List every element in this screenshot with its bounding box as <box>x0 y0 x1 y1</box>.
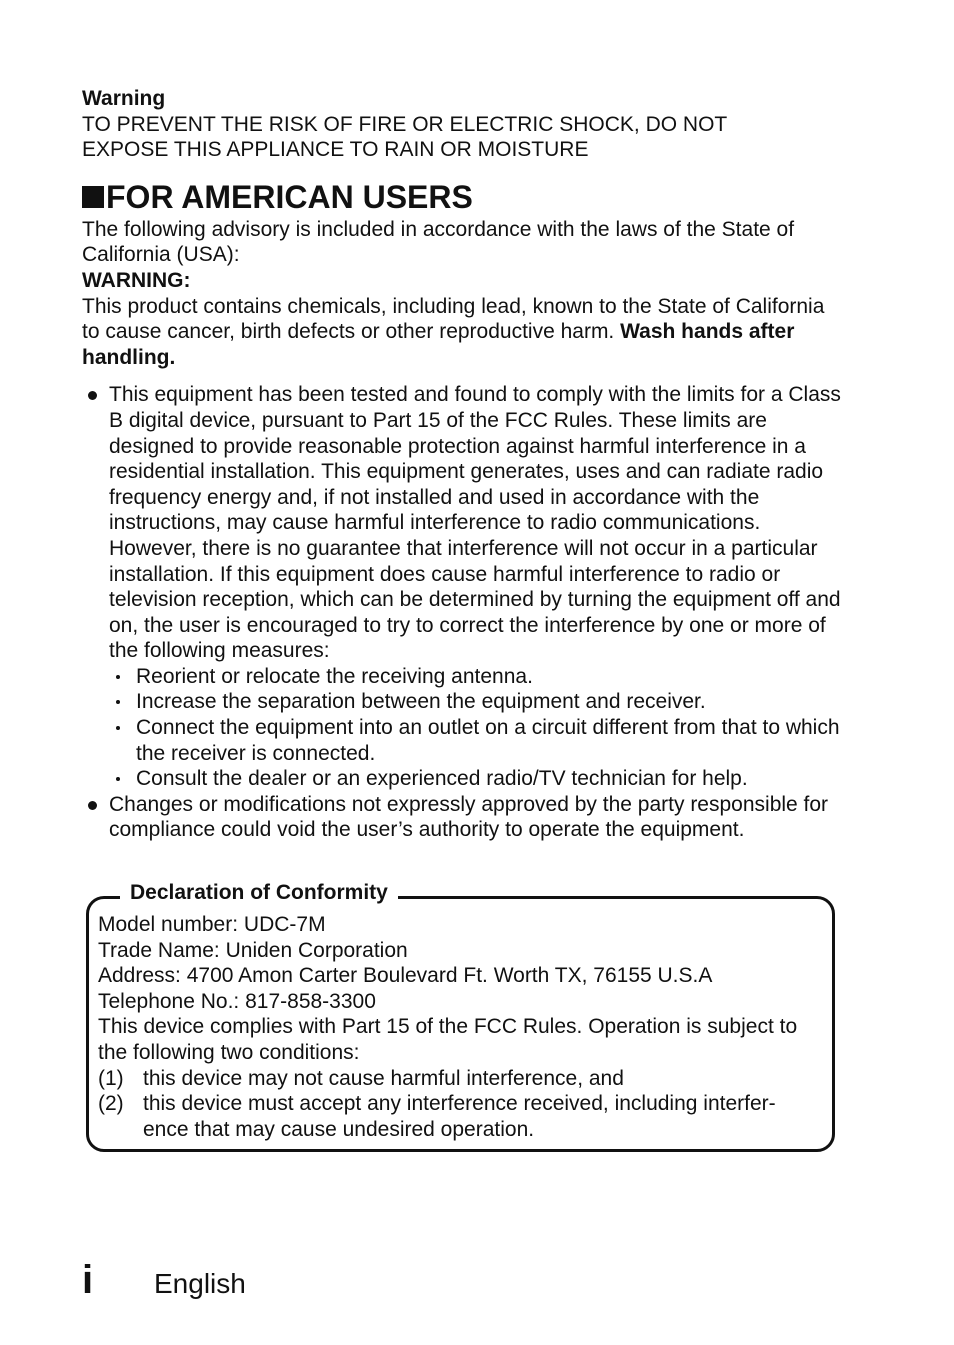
measure-text: Reorient or relocate the receiving antenna. <box>136 664 533 688</box>
telephone: Telephone No.: 817-858-3300 <box>98 989 376 1013</box>
condition-text: this device must accept any interference received, including interfer- ence that may cause undesired operation. <box>143 1092 776 1141</box>
condition-number: (2) <box>98 1092 124 1116</box>
warning-title: Warning <box>82 87 166 110</box>
fcc-bullet-item <box>82 792 842 843</box>
warning-line-2: EXPOSE THIS APPLIANCE TO RAIN OR MOISTURE <box>82 138 589 162</box>
trade-name: Trade Name: Uniden Corporation <box>98 938 408 962</box>
fcc-compliance-text: This equipment has been tested and found to comply with the limits for a Class B digital device, pursuant to Part 15 of the FCC Rules. These limits are designed to provide reasonable protection against harmful interference in a residential installation. This equipment generates, uses and can radiate radio frequency energy and, if not installed and used in accordance with the instructions, may cause harmful interference to radio communications. However, there is no guarantee that interference will not occur in a particular installation. If this equipment does cause harmful interference to radio or television reception, which can be determined by turning the equipment off and on, the user is encouraged to try to correct the interference by one or more of the following measures: <box>109 383 841 663</box>
advisory-text: The following advisory is included in accordance with the laws of the State of California (USA): <box>82 217 795 267</box>
fcc-bullet-list <box>82 382 842 843</box>
measure-item <box>109 715 842 766</box>
model-number: Model number: UDC-7M <box>98 913 326 936</box>
fcc-bullet-item <box>82 382 842 792</box>
condition-number: (1) <box>98 1066 124 1090</box>
measure-text: Connect the equipment into an outlet on a circuit different from that to which the receiver is connected. <box>136 716 840 765</box>
measure-item <box>109 766 842 792</box>
small-bullet-icon <box>116 777 120 781</box>
bullet-dot-icon <box>88 801 97 810</box>
page-content <box>82 86 842 843</box>
address: Address: 4700 Amon Carter Boulevard Ft. Worth TX, 76155 U.S.A <box>98 964 713 988</box>
condition-item <box>98 1066 824 1092</box>
compliance-statement: This device complies with Part 15 of the FCC Rules. Operation is subject to the following two conditions: <box>98 1015 798 1064</box>
american-users-heading-text: FOR AMERICAN USERS <box>106 178 473 215</box>
measures-list <box>109 664 842 792</box>
language-label: English <box>154 1268 246 1299</box>
declaration-title: Declaration of Conformity <box>120 880 398 906</box>
california-warning-text <box>82 294 842 371</box>
condition-text: this device may not cause harmful interference, and <box>143 1066 624 1090</box>
california-warning-label: WARNING: <box>82 268 191 292</box>
warning-line-1: TO PREVENT THE RISK OF FIRE OR ELECTRIC SHOCK, DO NOT <box>82 112 728 136</box>
bullet-dot-icon <box>88 391 97 400</box>
page-number: i <box>82 1258 94 1302</box>
modifications-text: Changes or modifications not expressly approved by the party responsible for compliance could void the user’s authority to operate the equipment. <box>109 792 829 842</box>
california-warning-body: This product contains chemicals, including lead, known to the State of California to cause cancer, birth defects or other reproductive harm. <box>82 294 825 344</box>
american-users-heading <box>82 177 842 217</box>
measure-item <box>109 664 842 690</box>
declaration-body <box>98 912 824 1142</box>
small-bullet-icon <box>116 726 120 730</box>
measure-text: Increase the separation between the equipment and receiver. <box>136 690 706 714</box>
small-bullet-icon <box>116 675 120 679</box>
measure-item <box>109 689 842 715</box>
measure-text: Consult the dealer or an experienced radio/TV technician for help. <box>136 767 748 791</box>
wash-hands-note: Wash hands after handling. <box>82 320 795 369</box>
small-bullet-icon <box>116 700 120 704</box>
condition-item <box>98 1091 824 1142</box>
square-bullet-icon <box>82 186 104 208</box>
